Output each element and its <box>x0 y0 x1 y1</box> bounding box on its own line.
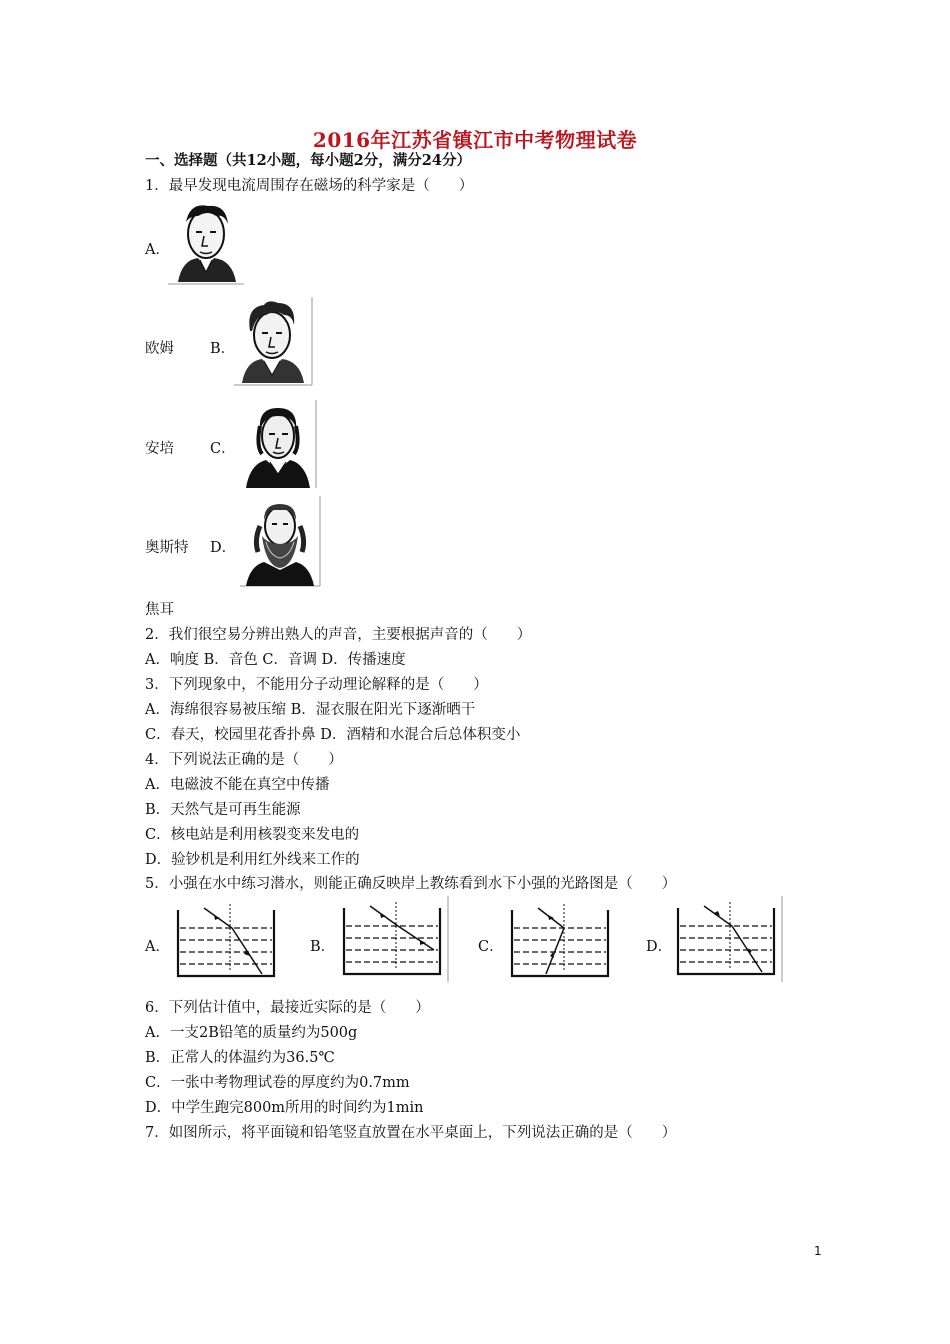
question-7-stem: 7．如图所示，将平面镜和铅笔竖直放置在水平桌面上，下列说法正确的是（ ） <box>145 1125 677 1141</box>
question-2-options: A．响度 B．音色 C．音调 D．传播速度 <box>145 652 406 668</box>
question-5-stem: 5．小强在水中练习潜水，则能正确反映岸上教练看到水下小强的光路图是（ ） <box>145 876 677 892</box>
q5-diagram-b <box>336 896 450 984</box>
q1-option-d-prefix: 奥斯特 <box>145 540 189 556</box>
question-6-stem: 6．下列估计值中，最接近实际的是（ ） <box>145 1000 430 1016</box>
q1-option-d-name: 焦耳 <box>145 602 174 618</box>
q1-option-b-label: B． <box>210 341 236 357</box>
portrait-c-image <box>238 400 318 490</box>
portrait-d-image <box>240 496 322 588</box>
q1-option-c-label: C． <box>210 441 236 457</box>
section-heading: 一、选择题（共12小题，每小题2分，满分24分） <box>145 152 471 169</box>
question-6-option-d: D．中学生跑完800m所用的时间约为1min <box>145 1100 424 1116</box>
page-title: 2016年江苏省镇江市中考物理试卷 <box>312 128 638 152</box>
q5-option-b-label: B． <box>310 939 336 955</box>
portrait-b-image <box>234 297 314 387</box>
q1-option-d-label: D． <box>210 540 237 556</box>
question-3-options-line-2: C．春天，校园里花香扑鼻 D．酒精和水混合后总体积变小 <box>145 727 521 743</box>
q5-option-a-label: A． <box>145 939 170 955</box>
q5-diagram-c <box>504 898 616 984</box>
question-6-option-b: B．正常人的体温约为36.5℃ <box>145 1050 335 1066</box>
question-3-stem: 3．下列现象中，不能用分子动理论解释的是（ ） <box>145 677 488 693</box>
portrait-a-image <box>168 200 246 286</box>
q1-option-c-prefix: 安培 <box>145 441 174 457</box>
question-1-stem: 1．最早发现电流周围存在磁场的科学家是（ ） <box>145 178 474 194</box>
question-4-option-b: B．天然气是可再生能源 <box>145 802 301 818</box>
question-2-stem: 2．我们很空易分辨出熟人的声音，主要根据声音的（ ） <box>145 627 532 643</box>
question-4-option-a: A．电磁波不能在真空中传播 <box>145 777 330 793</box>
question-4-option-c: C．核电站是利用核裂变来发电的 <box>145 827 360 843</box>
q5-diagram-d <box>670 896 786 984</box>
q1-option-a-label: A． <box>145 242 170 258</box>
q5-option-d-label: D． <box>646 939 673 955</box>
page-number: 1 <box>814 1244 822 1258</box>
q5-diagram-a <box>170 898 280 984</box>
question-4-stem: 4．下列说法正确的是（ ） <box>145 752 343 768</box>
question-3-options-line-1: A．海绵很容易被压缩 B．湿衣服在阳光下逐渐晒干 <box>145 702 476 718</box>
question-6-option-c: C．一张中考物理试卷的厚度约为0.7mm <box>145 1075 410 1091</box>
question-4-option-d: D．验钞机是利用红外线来工作的 <box>145 852 360 868</box>
question-6-option-a: A．一支2B铅笔的质量约为500g <box>145 1025 358 1041</box>
q1-option-b-prefix: 欧姆 <box>145 341 174 357</box>
q5-option-c-label: C． <box>478 939 504 955</box>
